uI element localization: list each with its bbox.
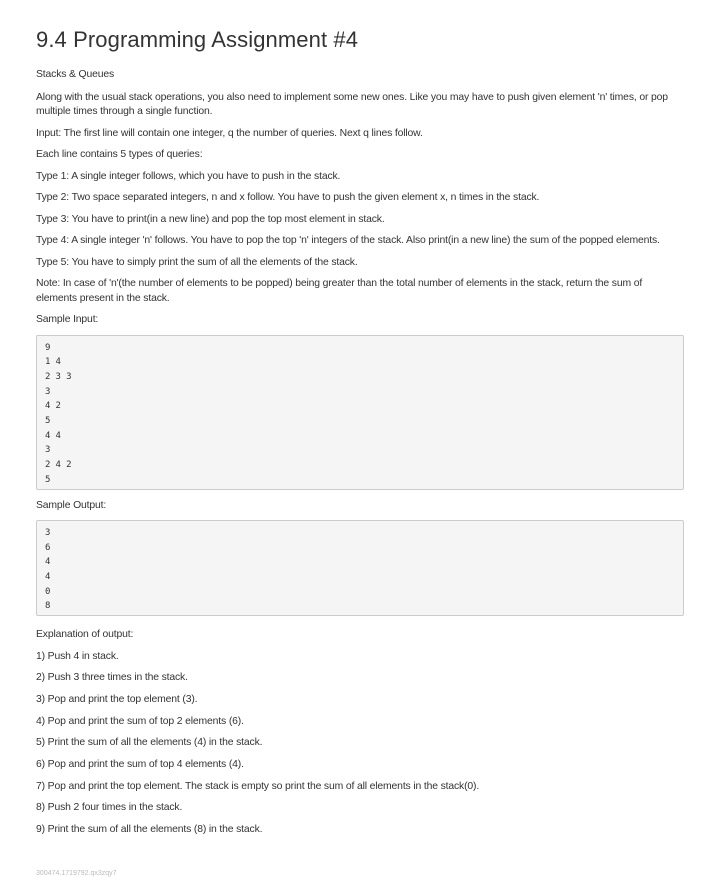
paragraph-type-3: Type 3: You have to print(in a new line) and pop the top most element in stack. bbox=[36, 213, 385, 225]
explanation-item: 8) Push 2 four times in the stack. bbox=[36, 802, 183, 814]
code-line: 4 2 bbox=[45, 401, 61, 412]
paragraph-type-2: Type 2: Two space separated integers, n and x follow. You have to push the given element x, n times in the stack. bbox=[36, 192, 540, 203]
paragraph-type-1: Type 1: A single integer follows, which you have to push in the stack. bbox=[36, 170, 341, 182]
code-line: 8 bbox=[45, 601, 51, 612]
paragraph-type-5: Type 5: You have to simply print the sum of all the elements of the stack. bbox=[36, 256, 358, 268]
code-line: 4 bbox=[45, 572, 51, 583]
explanation-item: 7) Pop and print the top element. The stack is empty so print the sum of all elements in the stack(0). bbox=[36, 780, 480, 792]
explanation-item: 1) Push 4 in stack. bbox=[36, 650, 119, 662]
explanation-item: 6) Pop and print the sum of top 4 elements (4). bbox=[36, 758, 244, 770]
paragraph-intro: Along with the usual stack operations, you also need to implement some new ones. Like you may have to push given element 'n' times, or pop multiple times through a single function. bbox=[36, 91, 668, 117]
code-line: 6 bbox=[45, 542, 51, 553]
code-line: 2 3 3 bbox=[45, 371, 72, 382]
sample-output-label: Sample Output: bbox=[36, 499, 107, 511]
explanation-item: 4) Pop and print the sum of top 2 elements (6). bbox=[36, 715, 244, 727]
code-line: 9 bbox=[45, 342, 51, 353]
paragraph-note: Note: In case of 'n'(the number of elements to be popped) being greater than the total number of elements in the stack, return the sum of elements present in the stack. bbox=[36, 278, 643, 304]
page-title: 9.4 Programming Assignment #4 bbox=[36, 27, 359, 52]
sample-input-code-block bbox=[36, 335, 684, 490]
code-line: 4 bbox=[45, 557, 51, 568]
paragraph-type-4: Type 4: A single integer 'n' follows. You have to pop the top 'n' integers of the stack. Also print(in a new line) the sum of the popped elements. bbox=[36, 235, 660, 246]
assignment-content bbox=[36, 68, 684, 845]
sample-output-code-block bbox=[36, 520, 684, 616]
paragraph-input: Input: The first line will contain one integer, q the number of queries. Next q lines follow. bbox=[36, 127, 423, 139]
explanation-item: 2) Push 3 three times in the stack. bbox=[36, 672, 188, 684]
code-line: 0 bbox=[45, 586, 51, 597]
code-line: 3 bbox=[45, 528, 51, 538]
section-subtitle: Stacks & Queues bbox=[36, 69, 115, 80]
code-line: 5 bbox=[45, 474, 51, 485]
code-line: 5 bbox=[45, 415, 51, 426]
code-line: 3 bbox=[45, 445, 51, 456]
sample-input-label: Sample Input: bbox=[36, 314, 99, 325]
explanation-heading: Explanation of output: bbox=[36, 629, 134, 640]
code-line: 2 4 2 bbox=[45, 460, 72, 470]
explanation-item: 3) Pop and print the top element (3). bbox=[36, 693, 198, 705]
footer-id-text: 300474.1719792.qx3zqy7 bbox=[36, 870, 117, 877]
code-line: 3 bbox=[45, 386, 51, 397]
paragraph-query-types: Each line contains 5 types of queries: bbox=[36, 149, 203, 160]
explanation-item: 5) Print the sum of all the elements (4) in the stack. bbox=[36, 737, 263, 749]
explanation-item: 9) Print the sum of all the elements (8) in the stack. bbox=[36, 824, 263, 835]
explanation-list bbox=[36, 650, 684, 838]
code-line: 4 4 bbox=[45, 430, 61, 441]
code-line: 1 4 bbox=[45, 357, 61, 368]
